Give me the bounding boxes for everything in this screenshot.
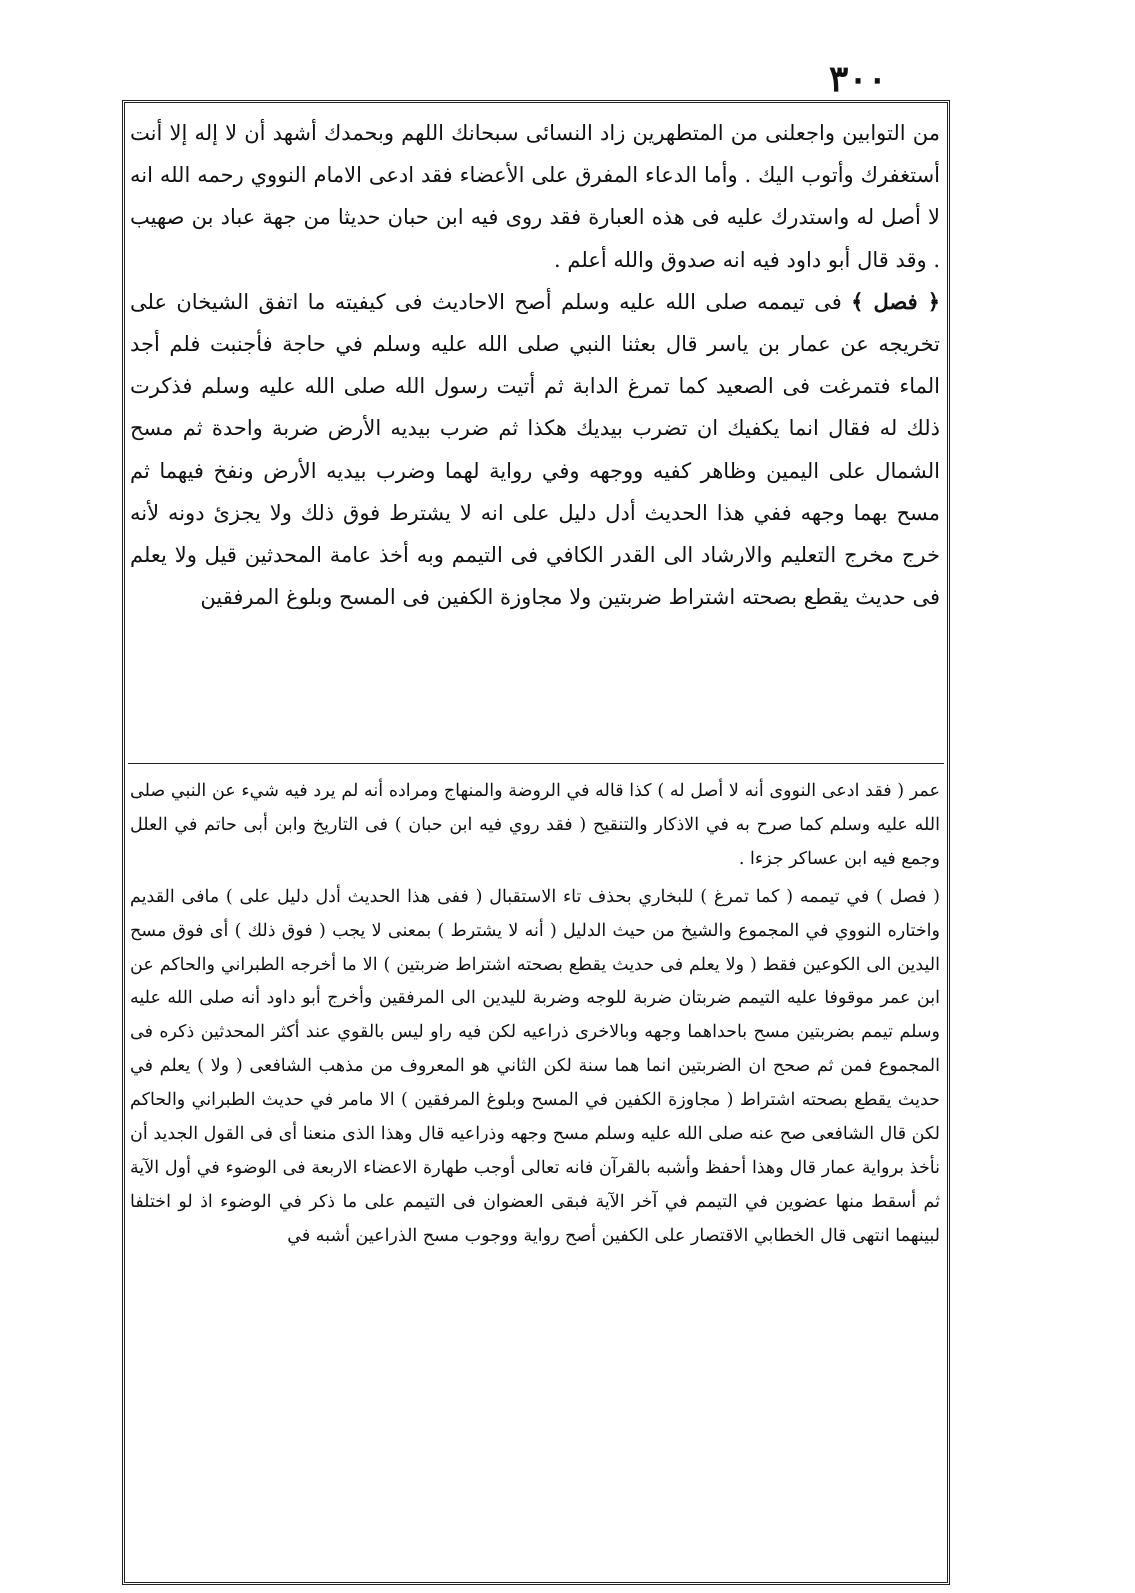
commentary [130,775,940,1254]
main-paragraph-2 [130,281,940,619]
main-paragraph-2-text: فى تيممه صلى الله عليه وسلم أصح الاحاديث فى كيفيته ما اتفق الشيخان على تخريجه عن عمار بن ياسر قال بعثنا النبي صلى الله عليه وسلم في حاجة فأجنبت فلم أجد الماء فتمرغت فى الصعيد كما تمرغ الدابة ثم أتيت رسول الله صلى الله عليه وسلم فذكرت ذلك له فقال انما يكفيك ان تضرب بيديك هكذا ثم ضرب بيديه الأرض ضربة واحدة ثم مسح الشمال على اليمين وظاهر كفيه ووجهه وفي رواية لهما وضرب بيديه الأرض ونفخ فيهما ثم مسح بهما وجهه ففي هذا الحديث أدل دليل على انه لا يشترط فوق ذلك ولا يجزئ دونه لأنه خرج مخرج التعليم والارشاد الى القدر الكافي فى التيمم وبه أخذ عامة المحدثين قيل ولا يعلم فى حديث يقطع بصحته اشتراط ضربتين ولا مجاوزة الكفين فى المسح وبلوغ المرفقين [130,289,940,610]
section-heading: ﴿ فصل ﴾ [851,288,940,314]
commentary-paragraph-2: ( فصل ) في تيممه ( كما تمرغ ) للبخاري بحذف تاء الاستقبال ( ففى هذا الحديث أدل دليل على ) مافى القديم واختاره النووي في المجموع والشيخ من حيث الدليل ( أنه لا يشترط ) بمعنى لا يجب ( فوق ذلك ) أى فوق مسح اليدين الى الكوعين فقط ( ولا يعلم فى حديث يقطع بصحته اشتراط ضربتين ) الا ما أخرجه الطبراني والحاكم عن ابن عمر موقوفا عليه التيمم ضربتان ضربة للوجه وضربة لليدين الى المرفقين وأخرج أبو داود أنه صلى الله عليه وسلم تيمم بضربتين مسح باحداهما وجهه وبالاخرى ذراعيه لكن فيه راو ليس بالقوي عند أكثر المحدثين ذكره فى المجموع فمن ثم صحح ان الضربتين انما هما سنة لكن الثاني هو المعروف من مذهب الشافعى ( ولا ) يعلم في حديث يقطع بصحته اشتراط ( مجاوزة الكفين في المسح وبلوغ المرفقين ) الا مامر في حديث الطبراني والحاكم لكن قال الشافعى صح عنه صلى الله عليه وسلم مسح وجهه وذراعيه قال وهذا الذى منعنا أى فى القول الجديد أن نأخذ برواية عمار قال وهذا أحفظ وأشبه بالقرآن فانه تعالى أوجب طهارة الاعضاء الاربعة فى الوضوء في أول الآية ثم أسقط منها عضوين في التيمم في آخر الآية فبقى العضوان فى التيمم على ما ذكر في الوضوء اذ لو اختلفا لبينهما انتهى قال الخطابي الاقتصار على الكفين أصح رواية ووجوب مسح الذراعين أشبه في [130,886,940,1246]
main-text [130,112,940,618]
main-paragraph-1: من التوابين واجعلنى من المتطهرين زاد النسائى سبحانك اللهم وبحمدك أشهد أن لا إله إلا أنت أستغفرك وأتوب اليك . وأما الدعاء المفرق على الأعضاء فقد ادعى الامام النووي رحمه الله انه لا أصل له واستدرك عليه فى هذه العبارة فقد روى فيه ابن حبان حديثا من جهة عباد بن صهيب . وقد قال أبو داود فيه انه صدوق والله أعلم . [130,121,940,272]
page-number: ٣٠٠ [828,58,887,100]
commentary-paragraph-1: عمر ( فقد ادعى النووى أنه لا أصل له ) كذا قاله في الروضة والمنهاج ومراده أنه لم يرد فيه شيء عن النبي صلى الله عليه وسلم كما صرح به في الاذكار والتنقيح ( فقد روي فيه ابن حبان ) فى التاريخ وابن أبى حاتم في العلل وجمع فيه ابن عساكر جزءا . [130,781,940,869]
footnote-divider [128,763,944,764]
